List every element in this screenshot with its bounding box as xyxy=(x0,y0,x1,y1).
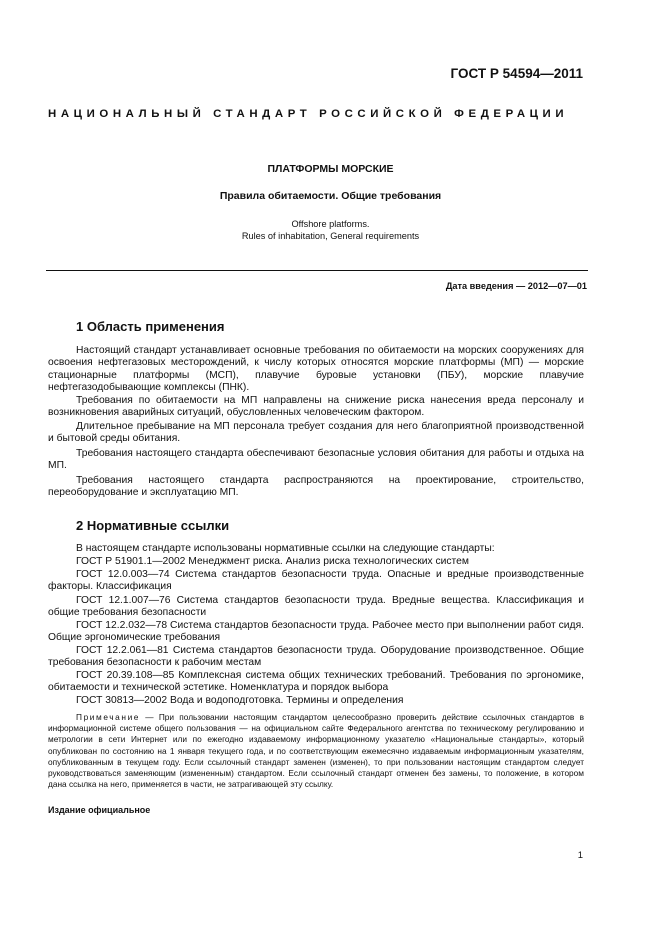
normative-reference: ГОСТ 12.2.061—81 Система стандартов безопасности труда. Оборудование производственное. Общие требования безопасности к рабочим местам xyxy=(48,645,584,669)
section-1-heading: 1 Область применения xyxy=(76,319,225,334)
normative-reference: ГОСТ 12.1.007—76 Система стандартов безопасности труда. Вредные вещества. Классификация и общие требования безопасности xyxy=(48,595,584,619)
english-title-line-1: Offshore platforms. xyxy=(291,219,370,229)
national-standard-heading: НАЦИОНАЛЬНЫЙ СТАНДАРТ РОССИЙСКОЙ ФЕДЕРАЦИИ xyxy=(48,108,569,120)
document-title: ПЛАТФОРМЫ МОРСКИЕ xyxy=(267,163,394,175)
section-1-paragraph: Настоящий стандарт устанавливает основные требования по обитаемости на морских сооружениях для освоения нефтегазовых месторождений, к числу которых относятся морские платформы (МП) — морские стационарные платформы (МСП), плавучие буровые установки (ПБУ), морские плавучие нефтегазодобывающие комплексы (ПНК). xyxy=(48,345,584,394)
section-1-paragraph: Длительное пребывание на МП персонала требует создания для него благоприятной производственной и бытовой среды обитания. xyxy=(48,421,584,445)
normative-reference: ГОСТ 30813—2002 Вода и водоподготовка. Термины и определения xyxy=(76,695,404,706)
section-2-heading: 2 Нормативные ссылки xyxy=(76,518,230,533)
normative-reference: ГОСТ 12.2.032—78 Система стандартов безопасности труда. Рабочее место при выполнении работ сидя. Общие эргономические требования xyxy=(48,620,584,644)
note-text: — При пользовании настоящим стандартом целесообразно проверить действие ссылочных стандартов в информационной системе общего пользования — на официальном сайте Федерального агентства по техническому регулированию и метрологии в сети Интернет или по ежегодно издаваемому информационному указателю «Национальные стандарты», который опубликован по состоянию на 1 января текущего года, и по соответствующим ежемесячно издаваемым информационным указателям, опубликованным в текущем году. Если ссылочный стандарт заменен (изменен), то при пользовании настоящим стандартом следует руководствоваться заменяющим (измененным) стандартом. Если ссылочный стандарт отменен без замены, то положение, в котором дана ссылка на него, применяется в части, не затрагивающей эту ссылку. xyxy=(48,712,584,790)
document-subtitle: Правила обитаемости. Общие требования xyxy=(219,190,442,202)
note-label: Примечание xyxy=(76,712,141,722)
section-1-paragraph: Требования настоящего стандарта обеспечивают безопасные условия обитания для работы и отдыха на МП. xyxy=(48,448,584,472)
edition-label: Издание официальное xyxy=(48,805,151,815)
document-code: ГОСТ Р 54594—2011 xyxy=(450,66,583,81)
introduction-date: Дата введения — 2012—07—01 xyxy=(445,281,587,291)
normative-reference: ГОСТ Р 51901.1—2002 Менеджмент риска. Анализ риска технологических систем xyxy=(76,556,469,567)
page-number: 1 xyxy=(577,850,583,861)
section-1-paragraph: Требования настоящего стандарта распространяются на проектирование, строительство, переоборудование и эксплуатацию МП. xyxy=(48,475,584,499)
english-title-line-2: Rules of inhabitation, General requirements xyxy=(241,231,420,241)
section-2-lead: В настоящем стандарте использованы нормативные ссылки на следующие стандарты: xyxy=(76,543,495,554)
normative-reference: ГОСТ 12.0.003—74 Система стандартов безопасности труда. Опасные и вредные производственные факторы. Классификация xyxy=(48,569,584,593)
note xyxy=(48,712,584,790)
header-divider xyxy=(46,270,588,271)
normative-reference: ГОСТ 20.39.108—85 Комплексная система общих технических требований. Требования по эргономике, обитаемости и технической эстетике. Номенклатура и порядок выбора xyxy=(48,670,584,694)
section-1-paragraph: Требования по обитаемости на МП направлены на снижение риска нанесения вреда персоналу и возникновения аварийных ситуаций, обусловленных человеческим фактором. xyxy=(48,395,584,419)
